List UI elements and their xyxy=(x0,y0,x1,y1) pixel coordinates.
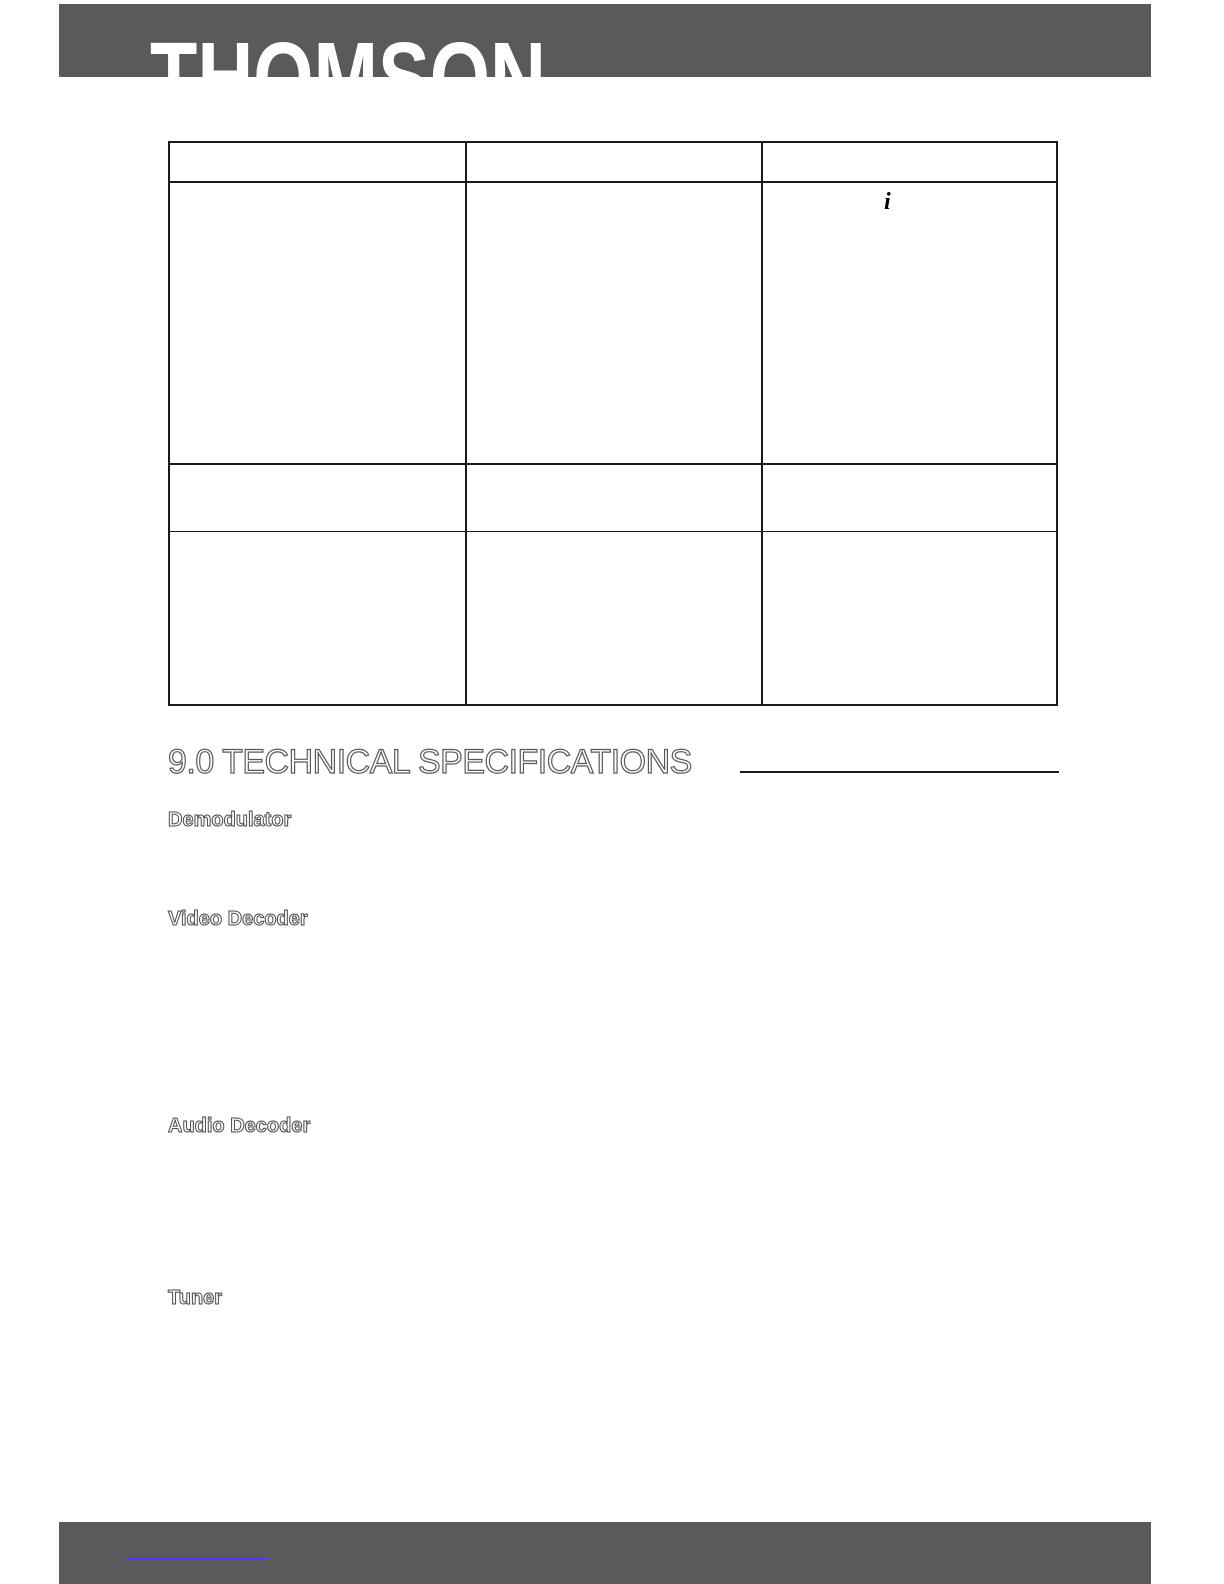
info-icon: i xyxy=(884,189,891,215)
section-title: 9.0 TECHNICAL SPECIFICATIONS xyxy=(168,743,692,781)
subheading-tuner: Tuner xyxy=(168,1287,223,1309)
troubleshooting-table xyxy=(168,141,1058,706)
subheading-audio-decoder: Audio Decoder xyxy=(168,1115,311,1137)
footer-link-underline[interactable] xyxy=(126,1558,267,1559)
table-row xyxy=(170,465,1056,532)
brand-logo-text: THOMSON xyxy=(150,22,546,134)
table-row xyxy=(170,532,1056,704)
table-header-row xyxy=(170,143,1056,183)
table-row xyxy=(170,183,1056,465)
subheading-video-decoder: Video Decoder xyxy=(168,908,308,930)
footer-bar xyxy=(59,1522,1151,1584)
title-rule xyxy=(740,771,1059,773)
subheading-demodulator: Demodulator xyxy=(168,809,292,831)
brand-logo xyxy=(150,4,570,134)
